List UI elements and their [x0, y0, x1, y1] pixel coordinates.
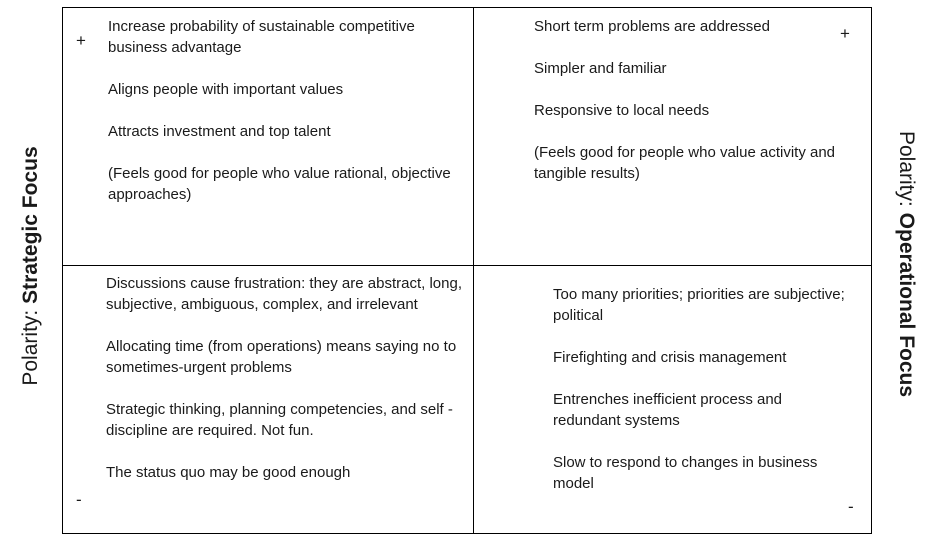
plus-sign-left: +	[76, 31, 86, 50]
quadrant-item: The status quo may be good enough	[106, 464, 351, 481]
strategic-upside-quadrant	[108, 16, 458, 226]
strategic-focus-title: Strategic Focus	[19, 146, 42, 304]
operational-downside-quadrant	[553, 284, 853, 515]
vertical-divider	[473, 8, 474, 533]
strategic-downside-quadrant	[106, 273, 466, 504]
quadrant-item: Slow to respond to changes in business model	[553, 454, 818, 492]
operational-upside-quadrant	[534, 16, 854, 205]
strategic-focus-prefix: Polarity:	[19, 303, 42, 386]
quadrant-item: (Feels good for people who value activity and tangible results)	[534, 144, 836, 182]
quadrant-item: Entrenches inefficient process and redundant systems	[553, 391, 783, 429]
quadrant-item: Increase probability of sustainable competitive business advantage	[108, 18, 415, 56]
quadrant-item: Too many priorities; priorities are subjective; political	[553, 286, 845, 324]
strategic-focus-label	[19, 146, 43, 385]
plus-sign-right: +	[840, 24, 850, 43]
minus-sign-left: -	[76, 490, 82, 509]
horizontal-divider	[63, 265, 871, 266]
polarity-grid	[62, 7, 872, 534]
operational-focus-prefix: Polarity:	[895, 130, 918, 213]
quadrant-item: Discussions cause frustration: they are abstract, long, subjective, ambiguous, complex, and irrelevant	[106, 275, 463, 313]
quadrant-item: Firefighting and crisis management	[553, 349, 787, 366]
quadrant-item: Strategic thinking, planning competencies, and self -discipline are required. Not fun.	[106, 401, 453, 439]
minus-sign-right: -	[848, 497, 854, 516]
quadrant-item: Attracts investment and top talent	[108, 123, 331, 140]
quadrant-item: Allocating time (from operations) means saying no to sometimes-urgent problems	[106, 338, 457, 376]
operational-focus-label	[894, 131, 918, 397]
quadrant-item: Short term problems are addressed	[534, 18, 770, 35]
quadrant-item: Simpler and familiar	[534, 60, 667, 77]
quadrant-item: (Feels good for people who value rational, objective approaches)	[108, 165, 451, 203]
quadrant-item: Responsive to local needs	[534, 102, 710, 119]
quadrant-item: Aligns people with important values	[108, 81, 344, 98]
operational-focus-title: Operational Focus	[895, 212, 918, 398]
